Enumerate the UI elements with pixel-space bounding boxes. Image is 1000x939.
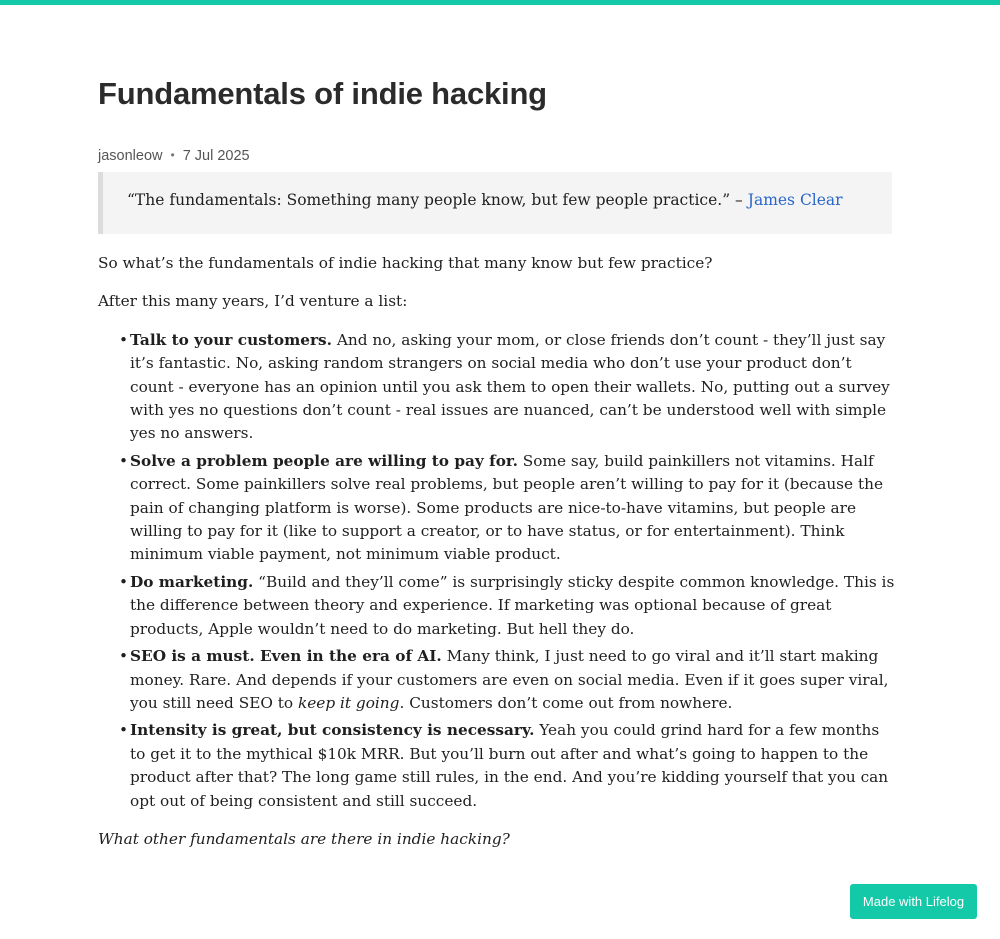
made-with-lifelog-button[interactable]: Made with Lifelog bbox=[850, 884, 977, 919]
blockquote bbox=[98, 172, 892, 234]
article-body bbox=[98, 252, 898, 866]
list-item-text: Some say, build painkillers not vitamins. Half correct. Some painkillers solve real problems, but people aren’t willing to pay for it (because the pain of changing platform is worse). Some products are nice-to-have vitamins, but people are willing to pay for it (like to support a creator, or to have status, or for entertainment). Think minimum viable payment, not minimum viable product. bbox=[130, 451, 883, 564]
list-item-text: Many think, I just need to go viral and it’ll start making money. Rare. And depends if your customers are even on social media. Even if it goes super viral, you still need SEO to bbox=[130, 647, 889, 712]
list-item bbox=[130, 719, 898, 813]
list-item-lead: Do marketing. bbox=[130, 572, 254, 591]
closing-question bbox=[98, 828, 898, 851]
list-item-emphasis: keep it going bbox=[297, 693, 400, 712]
list-item bbox=[130, 450, 898, 567]
list-item-text: Yeah you could grind hard for a few months to get it to the mythical $10k MRR. But you’ll burn out after and what’s going to happen to the product after that? The long game still rules, in the end. And you’re kidding yourself that you can opt out of being consistent and still succeed. bbox=[130, 721, 889, 810]
list-item-lead: SEO is a must. Even in the era of AI. bbox=[130, 647, 442, 666]
list-item-lead: Solve a problem people are willing to pay for. bbox=[130, 451, 518, 470]
page-title: Fundamentals of indie hacking bbox=[98, 76, 547, 111]
list-item-lead: Intensity is great, but consistency is necessary. bbox=[130, 721, 535, 740]
meta-separator: • bbox=[170, 148, 175, 162]
quote-text: “The fundamentals: Something many people know, but few people practice.” – bbox=[127, 191, 748, 209]
list-item bbox=[130, 329, 898, 446]
quote-author-link[interactable]: James Clear bbox=[747, 191, 843, 209]
list-item-text: “Build and they’ll come” is surprisingly sticky despite common knowledge. This is the difference between theory and experience. If marketing was optional because of great products, Apple wouldn’t need to do marketing. But hell they do. bbox=[130, 572, 895, 638]
author-name[interactable]: jasonleow bbox=[98, 148, 163, 164]
list-item-text: . Customers don’t come out from nowhere. bbox=[399, 693, 733, 712]
top-accent-bar bbox=[0, 0, 1000, 5]
list-item bbox=[130, 645, 898, 715]
list-item-lead: Talk to your customers. bbox=[130, 330, 332, 349]
intro-paragraph: So what’s the fundamentals of indie hacking that many know but few practice? bbox=[98, 254, 713, 272]
fundamentals-list bbox=[98, 329, 898, 813]
closing-question-text: What other fundamentals are there in indie hacking? bbox=[98, 829, 510, 848]
post-meta bbox=[98, 148, 250, 164]
lead-in-paragraph: After this many years, I’d venture a list: bbox=[98, 292, 408, 311]
post-date: 7 Jul 2025 bbox=[182, 148, 250, 164]
list-item-text: And no, asking your mom, or close friends don’t count - they’ll just say it’s fantastic. No, asking random strangers on social media who don’t use your product don’t count - everyone has an opinion until you ask them to open their wallets. No, putting out a survey with yes no questions don’t count - real issues are nuanced, can’t be understood well with simple yes no answers. bbox=[130, 330, 890, 443]
list-item bbox=[130, 571, 898, 641]
